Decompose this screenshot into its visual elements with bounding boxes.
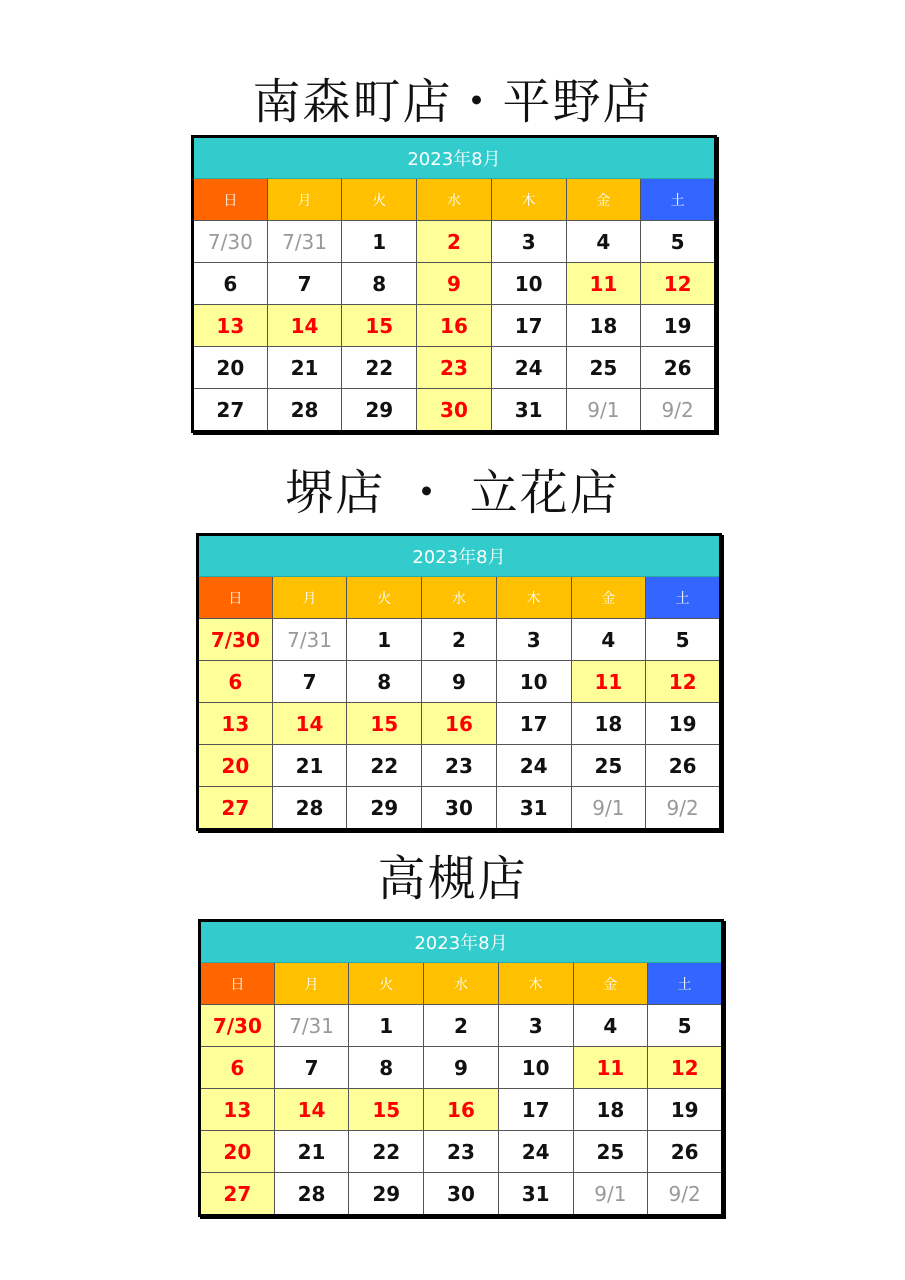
weekday-fri: 金 xyxy=(573,963,648,1005)
day-cell: 10 xyxy=(498,1047,573,1089)
holiday-cell: 9 xyxy=(417,263,492,305)
store-title-sakai-tachibana: 堺店 ・ 立花店 xyxy=(285,465,620,521)
holiday-cell: 12 xyxy=(641,263,716,305)
weekday-thu: 木 xyxy=(491,179,566,221)
day-cell: 25 xyxy=(573,1131,648,1173)
store-title-takatsuki: 高槻店 xyxy=(377,851,528,907)
day-cell: 9 xyxy=(422,661,497,703)
day-cell: 3 xyxy=(491,221,566,263)
day-cell: 19 xyxy=(648,1089,723,1131)
weekday-sun: 日 xyxy=(200,963,275,1005)
week-row xyxy=(200,1089,723,1131)
day-cell: 7 xyxy=(274,1047,349,1089)
day-cell: 7 xyxy=(267,263,342,305)
holiday-cell: 14 xyxy=(267,305,342,347)
holiday-cell: 16 xyxy=(422,703,497,745)
other-month-day-cell: 7/31 xyxy=(267,221,342,263)
day-cell: 2 xyxy=(424,1005,499,1047)
day-cell: 31 xyxy=(496,787,571,830)
day-cell: 28 xyxy=(274,1173,349,1216)
weekday-row xyxy=(193,179,716,221)
holiday-cell: 20 xyxy=(198,745,273,787)
day-cell: 30 xyxy=(424,1173,499,1216)
holiday-cell: 27 xyxy=(198,787,273,830)
holiday-cell: 20 xyxy=(200,1131,275,1173)
day-cell: 8 xyxy=(342,263,417,305)
holiday-cell: 15 xyxy=(349,1089,424,1131)
day-cell: 29 xyxy=(347,787,422,830)
holiday-cell: 6 xyxy=(200,1047,275,1089)
day-cell: 22 xyxy=(342,347,417,389)
holiday-cell: 15 xyxy=(347,703,422,745)
calendar-minamimorimachi-hirano xyxy=(191,135,717,433)
holiday-cell: 12 xyxy=(646,661,721,703)
day-cell: 24 xyxy=(491,347,566,389)
day-cell: 1 xyxy=(342,221,417,263)
day-cell: 1 xyxy=(349,1005,424,1047)
week-row xyxy=(193,263,716,305)
day-cell: 4 xyxy=(571,619,646,661)
week-row xyxy=(193,305,716,347)
other-month-day-cell: 9/1 xyxy=(571,787,646,830)
weekday-row xyxy=(198,577,721,619)
day-cell: 22 xyxy=(347,745,422,787)
day-cell: 26 xyxy=(641,347,716,389)
holiday-cell: 14 xyxy=(272,703,347,745)
day-cell: 22 xyxy=(349,1131,424,1173)
week-row xyxy=(198,703,721,745)
day-cell: 4 xyxy=(573,1005,648,1047)
other-month-day-cell: 7/31 xyxy=(272,619,347,661)
calendar-takatsuki xyxy=(198,919,724,1217)
week-row xyxy=(198,787,721,830)
day-cell: 29 xyxy=(342,389,417,432)
holiday-cell: 14 xyxy=(274,1089,349,1131)
day-cell: 19 xyxy=(641,305,716,347)
day-cell: 18 xyxy=(566,305,641,347)
weekday-tue: 火 xyxy=(342,179,417,221)
day-cell: 30 xyxy=(422,787,497,830)
weekday-row xyxy=(200,963,723,1005)
holiday-cell: 11 xyxy=(566,263,641,305)
day-cell: 21 xyxy=(274,1131,349,1173)
weekday-fri: 金 xyxy=(571,577,646,619)
day-cell: 10 xyxy=(496,661,571,703)
day-cell: 4 xyxy=(566,221,641,263)
day-cell: 21 xyxy=(272,745,347,787)
holiday-cell: 13 xyxy=(198,703,273,745)
day-cell: 6 xyxy=(193,263,268,305)
day-cell: 21 xyxy=(267,347,342,389)
day-cell: 8 xyxy=(347,661,422,703)
day-cell: 2 xyxy=(422,619,497,661)
day-cell: 26 xyxy=(646,745,721,787)
weekday-wed: 水 xyxy=(424,963,499,1005)
holiday-cell: 6 xyxy=(198,661,273,703)
weekday-sat: 土 xyxy=(641,179,716,221)
weekday-wed: 水 xyxy=(417,179,492,221)
week-row xyxy=(193,221,716,263)
day-cell: 17 xyxy=(491,305,566,347)
holiday-cell: 27 xyxy=(200,1173,275,1216)
day-cell: 31 xyxy=(491,389,566,432)
weekday-thu: 木 xyxy=(498,963,573,1005)
weekday-mon: 月 xyxy=(274,963,349,1005)
week-row xyxy=(200,1005,723,1047)
day-cell: 8 xyxy=(349,1047,424,1089)
weekday-mon: 月 xyxy=(267,179,342,221)
holiday-cell: 16 xyxy=(417,305,492,347)
day-cell: 25 xyxy=(571,745,646,787)
holiday-cell: 7/30 xyxy=(198,619,273,661)
holiday-cell: 15 xyxy=(342,305,417,347)
week-row xyxy=(200,1173,723,1216)
week-row xyxy=(200,1131,723,1173)
day-cell: 26 xyxy=(648,1131,723,1173)
day-cell: 18 xyxy=(573,1089,648,1131)
month-header: 2023年8月 xyxy=(198,535,721,577)
day-cell: 7 xyxy=(272,661,347,703)
holiday-cell: 13 xyxy=(193,305,268,347)
holiday-cell: 2 xyxy=(417,221,492,263)
day-cell: 28 xyxy=(267,389,342,432)
month-header: 2023年8月 xyxy=(193,137,716,179)
day-cell: 17 xyxy=(498,1089,573,1131)
holiday-cell: 23 xyxy=(417,347,492,389)
day-cell: 18 xyxy=(571,703,646,745)
weekday-thu: 木 xyxy=(496,577,571,619)
other-month-day-cell: 9/2 xyxy=(648,1173,723,1216)
other-month-day-cell: 9/2 xyxy=(646,787,721,830)
day-cell: 31 xyxy=(498,1173,573,1216)
day-cell: 23 xyxy=(424,1131,499,1173)
calendar-sakai-tachibana xyxy=(196,533,722,831)
day-cell: 17 xyxy=(496,703,571,745)
week-row xyxy=(198,745,721,787)
week-row xyxy=(200,1047,723,1089)
holiday-cell: 11 xyxy=(573,1047,648,1089)
weekday-fri: 金 xyxy=(566,179,641,221)
day-cell: 3 xyxy=(498,1005,573,1047)
day-cell: 23 xyxy=(422,745,497,787)
store-title-minamimorimachi-hirano: 南森町店・平野店 xyxy=(252,74,653,130)
day-cell: 5 xyxy=(641,221,716,263)
other-month-day-cell: 9/1 xyxy=(573,1173,648,1216)
holiday-cell: 16 xyxy=(424,1089,499,1131)
weekday-tue: 火 xyxy=(347,577,422,619)
other-month-day-cell: 7/31 xyxy=(274,1005,349,1047)
other-month-day-cell: 9/2 xyxy=(641,389,716,432)
week-row xyxy=(198,661,721,703)
day-cell: 25 xyxy=(566,347,641,389)
day-cell: 24 xyxy=(496,745,571,787)
month-header: 2023年8月 xyxy=(200,921,723,963)
week-row xyxy=(193,347,716,389)
weekday-wed: 水 xyxy=(422,577,497,619)
day-cell: 1 xyxy=(347,619,422,661)
weekday-sun: 日 xyxy=(193,179,268,221)
day-cell: 28 xyxy=(272,787,347,830)
day-cell: 24 xyxy=(498,1131,573,1173)
weekday-sat: 土 xyxy=(646,577,721,619)
day-cell: 20 xyxy=(193,347,268,389)
holiday-cell: 12 xyxy=(648,1047,723,1089)
holiday-cell: 13 xyxy=(200,1089,275,1131)
weekday-sat: 土 xyxy=(648,963,723,1005)
weekday-sun: 日 xyxy=(198,577,273,619)
day-cell: 5 xyxy=(646,619,721,661)
week-row xyxy=(193,389,716,432)
holiday-cell: 30 xyxy=(417,389,492,432)
day-cell: 3 xyxy=(496,619,571,661)
weekday-mon: 月 xyxy=(272,577,347,619)
holiday-cell: 7/30 xyxy=(200,1005,275,1047)
day-cell: 27 xyxy=(193,389,268,432)
other-month-day-cell: 9/1 xyxy=(566,389,641,432)
day-cell: 29 xyxy=(349,1173,424,1216)
week-row xyxy=(198,619,721,661)
day-cell: 10 xyxy=(491,263,566,305)
day-cell: 9 xyxy=(424,1047,499,1089)
holiday-cell: 11 xyxy=(571,661,646,703)
day-cell: 5 xyxy=(648,1005,723,1047)
weekday-tue: 火 xyxy=(349,963,424,1005)
other-month-day-cell: 7/30 xyxy=(193,221,268,263)
day-cell: 19 xyxy=(646,703,721,745)
